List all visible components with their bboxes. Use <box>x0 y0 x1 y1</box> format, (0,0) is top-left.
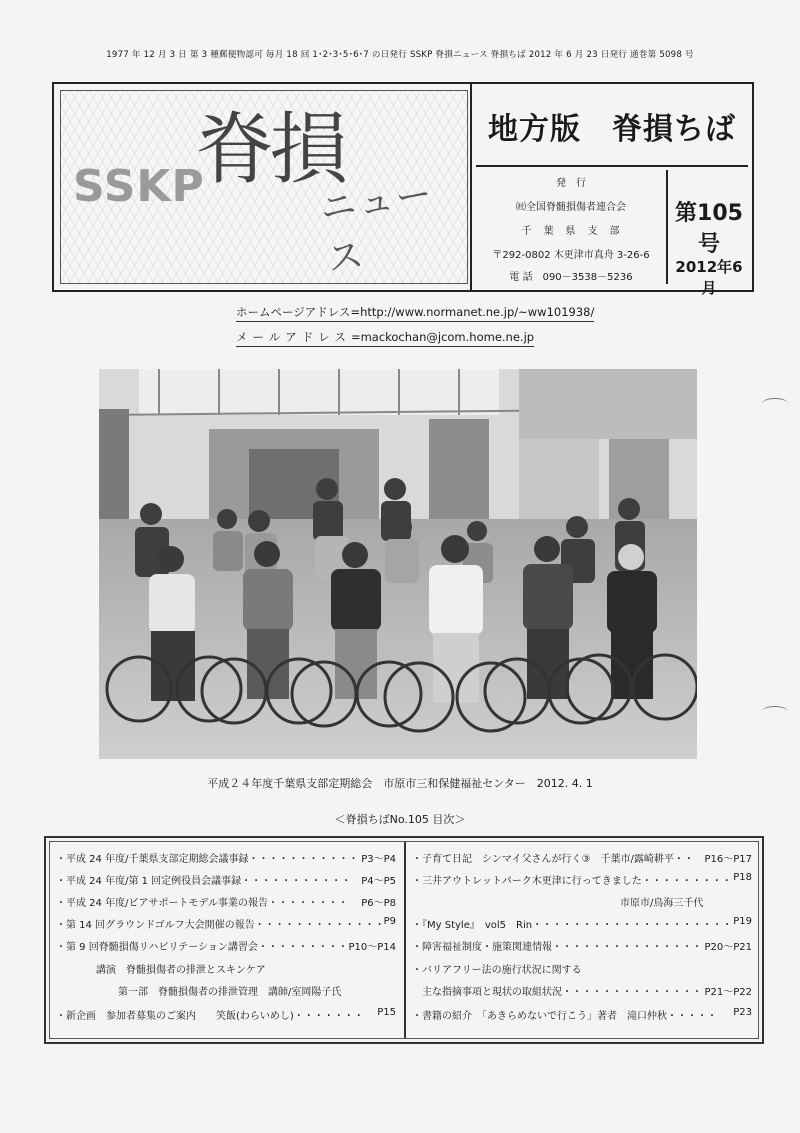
issue-date: 2012年6月 <box>675 258 743 297</box>
toc-item-page: P10～P14 <box>348 942 396 953</box>
toc-item-page: P21～P22 <box>704 987 752 998</box>
toc-item-label: ・平成 24 年度/ピアサポートモデル事業の報告・・・・・・・・ <box>56 898 348 909</box>
publisher-info <box>476 170 666 288</box>
toc-item-label: ・三井アウトレットパーク木更津に行ってきました・・・・・・・・・ <box>412 876 732 887</box>
logo-news-text: ニュース <box>317 173 437 281</box>
masthead-divider <box>470 84 472 290</box>
toc-item-page: P3～P4 <box>361 854 396 865</box>
mail-label: メールアドレス <box>236 330 351 344</box>
mail-address <box>236 329 534 347</box>
toc-item-page: P18 <box>733 872 752 883</box>
toc-item-label: ・第 14 回グラウンドゴルフ大会開催の報告・・・・・・・・・・・・・ <box>56 920 385 931</box>
toc-item-page: P15 <box>377 1007 396 1018</box>
toc-item-page: P9 <box>383 916 396 927</box>
toc-title: ＜脊損ちばNo.105 目次＞ <box>334 813 466 826</box>
toc-item-label: 主な指摘事項と現状の取組状況・・・・・・・・・・・・・・ <box>412 987 702 998</box>
logo-main-text: 脊損 <box>196 105 345 195</box>
issue-box <box>666 170 750 297</box>
publisher-branch: 千 葉 県 支 部 <box>521 226 621 237</box>
toc-item-page: P20～P21 <box>704 942 752 953</box>
toc-item-label: ・『My Style』 vol5 Rin・・・・・・・・・・・・・・・・・・・・ <box>412 920 733 931</box>
toc-item-label: ・書籍の紹介 「あきらめないで行こう」著者 滝口仲秋・・・・・ <box>412 1011 717 1022</box>
toc-item-label: ・平成 24 年度/第 1 回定例役員会議事録・・・・・・・・・・・ <box>56 876 352 887</box>
toc-column-divider <box>404 842 406 1038</box>
toc-item-label: ・障害福祉制度・施策関連情報・・・・・・・・・・・・・・・ <box>412 942 702 953</box>
punch-hole-mark <box>762 706 788 717</box>
toc-item-label: ・平成 24 年度/千葉県支部定期総会議事録・・・・・・・・・・・ <box>56 854 359 865</box>
homepage-label: ホームページアドレス <box>236 305 351 319</box>
homepage-url[interactable]: =http://www.normanet.ne.jp/~ww101938/ <box>350 305 595 319</box>
issue-number: 第105号 <box>675 201 743 257</box>
toc-item-label: ・バリアフリー法の施行状況に関する <box>412 965 582 976</box>
toc-item-page: P19 <box>733 916 752 927</box>
toc-sub-lecture: 講演 脊髄損傷者の排泄とスキンケア <box>96 965 266 976</box>
logo-sskp-text: SSKP <box>73 161 205 212</box>
toc-item-page: P6～P8 <box>361 898 396 909</box>
publisher-phone: 電 話 090－3538－5236 <box>509 272 633 283</box>
toc-item-page: P16～P17 <box>704 854 752 865</box>
toc-item-page: P4～P5 <box>361 876 396 887</box>
mail-value[interactable]: =mackochan@jcom.home.ne.jp <box>350 330 535 344</box>
toc-item-page: P23 <box>733 1007 752 1018</box>
group-photo-image <box>99 369 697 759</box>
toc-sub-part1: 第一部 脊髄損傷者の排泄管理 講師/室岡陽子氏 <box>118 987 342 998</box>
edition-title: 地方版 脊損ちば <box>476 95 748 167</box>
newsletter-logo <box>60 90 468 284</box>
toc-item-label: ・子育て日記 シンマイ父さんが行く③ 千葉市/露崎耕平・・ <box>412 854 694 865</box>
toc-item-label: ・新企画 参加者募集のご案内 笑飯(わらいめし)・・・・・・・ <box>56 1011 364 1022</box>
postal-permit-line: 1977 年 12 月 3 日 第 3 種郵便物認可 毎月 18 回 1･2･3･5･6･7 の日発行 SSKP 脊損ニュース 脊損ちば 2012 年 6 月 23 日発行 通巻第 5098 号 <box>106 50 694 60</box>
photo-caption: 平成２４年度千葉県支部定期総会 市原市三和保健福祉センター 2012. 4. 1 <box>207 777 593 790</box>
publisher-label: 発 行 <box>556 178 586 189</box>
toc-sub-author: 市原市/鳥海三千代 <box>620 898 704 909</box>
punch-hole-mark <box>762 398 788 409</box>
publisher-org: ㈳全国脊髄損傷者連合会 <box>516 202 626 213</box>
group-photo <box>99 369 697 759</box>
toc-item-label: ・第 9 回脊髄損傷リハビリテーション講習会・・・・・・・・・ <box>56 942 348 953</box>
homepage-address <box>236 304 594 322</box>
publisher-address: 〒292-0802 木更津市真舟 3-26-6 <box>492 250 650 261</box>
